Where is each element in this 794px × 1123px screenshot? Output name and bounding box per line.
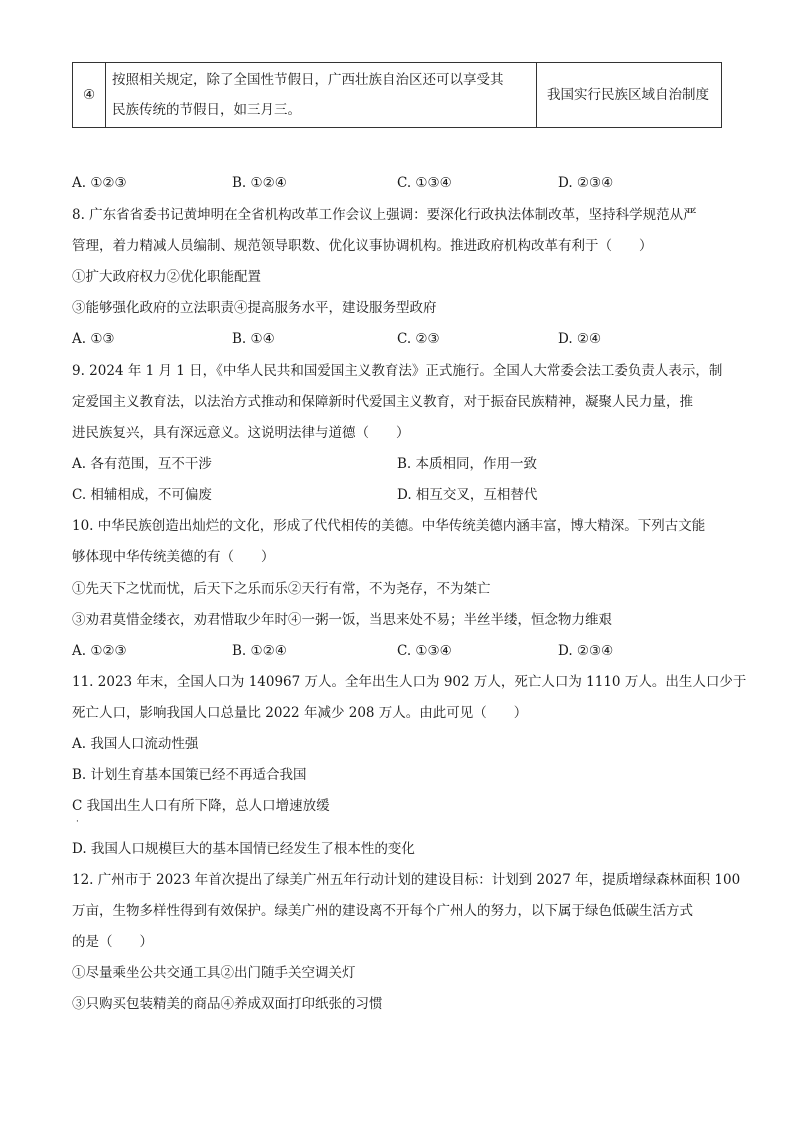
- q8-option-d: D. ②④: [558, 331, 602, 347]
- q12-item-line-2: ③只购买包装精美的商品④养成双面打印纸张的习惯: [72, 996, 383, 1012]
- q10-option-d: D. ②③④: [558, 643, 614, 659]
- q7-option-b: B. ①②④: [232, 175, 287, 191]
- q9-option-b: B. 本质相同，作用一致: [397, 456, 538, 472]
- q9-option-d: D. 相互交叉，互相替代: [397, 487, 538, 503]
- answer-table: [72, 62, 722, 128]
- table-row: [73, 63, 722, 128]
- q11-option-b: B. 计划生育基本国策已经不再适合我国: [72, 767, 307, 783]
- q10-stem-line-1: 10. 中华民族创造出灿烂的文化，形成了代代相传的美德。中华传统美德内涵丰富，博大精深。下列古文能: [72, 518, 706, 534]
- q10-item-line-2: ③劝君莫惜金缕衣，劝君惜取少年时④一粥一饭，当思来处不易；半丝半缕，恒念物力维艰: [72, 612, 612, 628]
- row-content-line-1: 按照相关规定，除了全国性节假日，广西壮族自治区还可以享受其: [112, 72, 504, 88]
- q8-item-line-1: ①扩大政府权力②优化职能配置: [72, 269, 261, 285]
- row-conclusion: 我国实行民族区域自治制度: [537, 63, 722, 128]
- q9-stem-line-3: 进民族复兴，具有深远意义。这说明法律与道德（ ）: [72, 425, 410, 441]
- q11-option-a: A. 我国人口流动性强: [72, 736, 199, 752]
- q10-option-b: B. ①②④: [232, 643, 287, 659]
- q9-option-c: C. 相辅相成，不可偏废: [72, 487, 212, 503]
- q10-option-c: C. ①③④: [397, 643, 452, 659]
- q12-stem-line-2: 万亩，生物多样性得到有效保护。绿美广州的建设离不开每个广州人的努力，以下属于绿色低碳生活方式: [72, 903, 693, 919]
- row-number: ④: [73, 63, 106, 128]
- q8-stem-line-2: 管理，着力精减人员编制、规范领导职数、优化议事协调机构。推进政府机构改革有利于（ ）: [72, 238, 653, 254]
- q7-option-d: D. ②③④: [558, 175, 614, 191]
- q10-option-a: A. ①②③: [72, 643, 127, 659]
- q12-stem-line-3: 的是（ ）: [72, 934, 153, 950]
- q11-stem-line-2: 死亡人口，影响我国人口总量比 2022 年减少 208 万人。由此可见（ ）: [72, 705, 528, 721]
- q7-option-c: C. ①③④: [397, 175, 452, 191]
- q8-option-a: A. ①③: [72, 331, 115, 347]
- row-content-line-2: 民族传统的节假日，如三月三。: [112, 102, 301, 118]
- q11-stem-line-1: 11. 2023 年末，全国人口为 140967 万人。全年出生人口为 902 万人，死亡人口为 1110 万人。出生人口少于: [72, 674, 747, 690]
- q7-option-a: A. ①②③: [72, 175, 127, 191]
- q12-item-line-1: ①尽量乘坐公共交通工具②出门随手关空调关灯: [72, 965, 356, 981]
- stray-dot: ·: [76, 817, 79, 827]
- q11-option-d: D. 我国人口规模巨大的基本国情已经发生了根本性的变化: [72, 841, 415, 857]
- q9-stem-line-2: 定爱国主义教育法，以法治方式推动和保障新时代爱国主义教育，对于振奋民族精神，凝聚人民力量，推: [72, 394, 693, 410]
- q8-stem-line-1: 8. 广东省省委书记黄坤明在全省机构改革工作会议上强调：要深化行政执法体制改革，坚持科学规范从严: [72, 207, 697, 223]
- row-content: [106, 63, 537, 128]
- q9-option-a: A. 各有范围，互不干涉: [72, 456, 212, 472]
- q10-item-line-1: ①先天下之忧而忧，后天下之乐而乐②天行有常，不为尧存，不为桀亡: [72, 581, 491, 597]
- q8-option-c: C. ②③: [397, 331, 440, 347]
- q10-stem-line-2: 够体现中华传统美德的有（ ）: [72, 549, 275, 565]
- q12-stem-line-1: 12. 广州市于 2023 年首次提出了绿美广州五年行动计划的建设目标：计划到 2027 年，提质增绿森林面积 100: [72, 872, 741, 888]
- q9-stem-line-1: 9. 2024 年 1 月 1 日，《中华人民共和国爱国主义教育法》正式施行。全国人大常委会法工委负责人表示，制: [72, 363, 723, 379]
- q8-option-b: B. ①④: [232, 331, 275, 347]
- q8-item-line-2: ③能够强化政府的立法职责④提高服务水平，建设服务型政府: [72, 300, 437, 316]
- q11-option-c: C 我国出生人口有所下降，总人口增速放缓: [72, 798, 330, 814]
